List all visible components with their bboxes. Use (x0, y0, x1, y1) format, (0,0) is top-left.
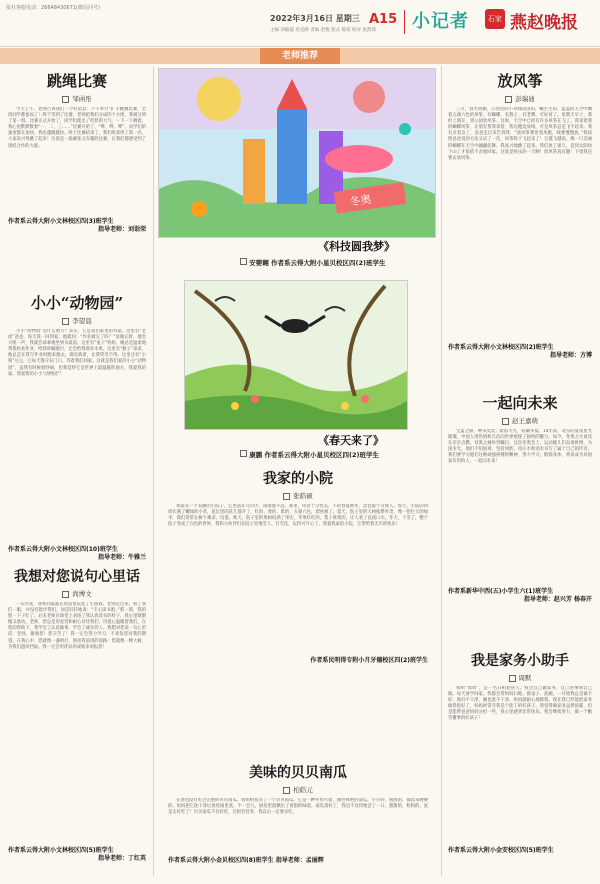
article-xinliju (8, 566, 146, 863)
section-banner (0, 48, 600, 64)
painting-banner-text: 冬奥 (348, 192, 373, 209)
article-body: 我叫“周周”，是一名日相迎居人。我会自己做家务，自己的事情自己做。每天放学回家，我都会帮妈妈扫地、擦桌子、洗碗。一开始我总是做不好，地扫不干净，碗也洗不干净，妈妈就耐心地教我。现在我已经能把家务做得很好了，妈妈经常夸我是个能干的好孩子。我觉得做家务虽然很累，但是能帮爸爸妈妈分担一些，我心里感到非常快乐。我会继续努力，做一个勤劳懂事的好孩子！ (448, 686, 592, 722)
article-footnote: 作者系云得大附小文林校区四(3)班学生 (8, 218, 114, 225)
author-square-icon (62, 591, 69, 598)
author-name: 彭瑞迪 (515, 95, 535, 103)
article-footnote (168, 857, 428, 865)
article-teacher: 指导老师：丁红英 (97, 855, 146, 862)
article-body: 在春也没有吃过完整的贝贝南瓜，妈妈给我买了一个贝贝南瓜。它是一种外形可爱、颜色鲜艳的南瓜，小小的、圆圆的，摸起来硬硬的。妈妈把它洗干净后放进锅里蒸，不一会儿，厨房里就飘出了香甜的味道。南瓜蒸好了，我迫不及待地尝了一口，甜甜的、粉粉的，真是太好吃了！贝贝南瓜不仅好吃，还很有营养，我以后一定要多吃。 (168, 798, 428, 816)
brand-title: 小记者 (412, 11, 469, 32)
page-number: A15 (369, 12, 398, 27)
issue-date: 2022年3月16日 星期三 (270, 14, 360, 23)
artist-name: 康鹏 (249, 451, 263, 459)
article-title: 跳绳比赛 (46, 72, 107, 90)
author-name: 张皓硕 (293, 492, 313, 500)
hotline-text: 报社客服电话：26648430671(微信同号) (6, 5, 100, 11)
article-title: 我想对您说句心里话 (14, 569, 140, 585)
author-name: 赵王嘉萌 (512, 417, 538, 425)
article-footnote: 作者系云得大附小文林校区四(10)班学生 (8, 546, 118, 553)
article-tiaosheng (8, 70, 146, 234)
article-title: 我是家务小助手 (471, 653, 569, 669)
painting-credit (240, 450, 379, 459)
article-fengzheng (448, 70, 592, 360)
article-body: 我家有一个美丽的小院子，它坐落在乌市区，南漫流不远。那里，风景十分优美，不论春夏秋冬，景色都十分迷人。春天，小院的四周长满了嫩绿的小草，花坛里的花儿都开了，红的、黄的、紫的，五颜六色，漂亮极了。夏天，院子里的大树枝繁叶茂，像一把巨大的绿伞，我们常常在树下乘凉、玩耍。秋天，院子里的果树结满了果实，苹果红红的，梨子黄黄的，让人看了直流口水。冬天，下雪了，整个院子变成了白色的世界，我和小伙伴们在院子里堆雪人、打雪仗，玩得可开心了。我爱我家的小院，它带给我无尽的快乐！ (168, 504, 428, 528)
article-footnote: 作者系新华中西(五)小学生六(1)班学生 (448, 588, 554, 595)
author-square-icon (505, 96, 512, 103)
painting-caption: 《春天来了》 (318, 434, 384, 447)
article-body: 宝蓝之颜，神采奕奕；紫韵天光，炫耀华夏。14年前，北京的夏夜星光璀璨，中国人用热情和自信向世界展现了独特的魅力。如今，冬奥之火再次在北京点燃，双奥之城举世瞩目。这次冬奥会上，运动健儿们奋勇拼搏，为国争光，他们不怕困难，坚持到底，用汗水和泪水书写了属于自己的传奇。我们要学习他们这种顽强拼搏的精神，努力学习，锻炼身体，将来成为对国家有用的人，一起向未来！ (448, 429, 592, 465)
article-author (168, 785, 428, 794)
article-teacher: 指导老师：牛雅兰 (97, 554, 146, 561)
article-body: 三月，春光明媚，公园里的小草绿茵茵的，嫩生生的，蓝蓝的天空中飘着五颜六色的风筝，有蝴蝶、有燕子、有老鹰，可好看了。星期天早上，我约上朋友，到公园放风筝。这时，天空中已经有许多风筝在飞了。我拿着我的蝴蝶风筝，让朋友帮我拿着，我边跑边放线，可是风筝总是飞不起来。我有点着急了，爸爸走过来告诉我：“放风筝要逆着风跑，线要慢慢放。”我按照爸爸说的方法又试了一次，风筝终于飞起来了！它越飞越高，像一只美丽的蝴蝶在天空中翩翩起舞。我高兴地跳了起来。我们放了很久，直到太阳快下山了才依依不舍地回家。这真是快乐的一天啊！放风筝真有趣！下周我还要去放风筝。 (448, 107, 592, 161)
author-name: 邹函彤 (72, 95, 92, 103)
article-author (448, 94, 592, 103)
painting-chuntian (184, 280, 408, 430)
page-header (0, 0, 600, 47)
painting-credit (240, 258, 386, 267)
article-teacher: 指导老师：赵兴芳 杨春开 (523, 596, 592, 603)
author-square-icon (509, 675, 516, 682)
author-square-icon (62, 96, 69, 103)
painting-caption: 《科技圆我梦》 (318, 240, 395, 253)
painting-keji (158, 68, 436, 238)
painting-keji-art (159, 69, 435, 237)
author-square-icon (240, 450, 247, 457)
artist-school: 作者系云得大附小星贝校区四(2)班学生 (271, 259, 386, 267)
column-divider (441, 66, 442, 876)
author-name: 周默 (518, 674, 532, 682)
article-body: 一次早读，我和同桌都在角落里玩起了小游戏。老师走过来，看了我们一眼，并没有批评我们，而是轻轻地说：“专心读书吧。”那一刻，我的脸一下子红了。后来老师在课堂上表扬了我认真读书的样子，我心里既惭愧又感动。老师，您总是用宽容和耐心对待我们，用爱心温暖着我们。在您的帮助下，我学会了认真做事，学会了诚实待人。我想对您说一句心里话：老师，谢谢您！您辛苦了！我一定会努力学习，不辜负您对我的期望。在我心中，您就像一盏明灯，照亮我前进的道路；您就像一棵大树，为我们遮风挡雨。我一定会用优异的成绩来回报您！ (8, 602, 146, 650)
footnote-teacher: 指导老师：孟丽辉 (275, 857, 324, 864)
article-title: 美味的贝贝南瓜 (249, 765, 347, 781)
article-title: 小小“动物园” (30, 294, 124, 312)
article-footnote: 作者系云得大附小金安校区四(5)班学生 (448, 847, 554, 854)
article-teacher: 指导老师：刘诣荣 (97, 226, 146, 233)
article-author (448, 416, 592, 425)
author-square-icon (283, 787, 290, 794)
author-name: 柏皓元 (293, 786, 313, 794)
author-name: 尚博文 (72, 590, 92, 598)
section-title: 老师推荐 (260, 48, 340, 64)
article-author (168, 491, 428, 500)
article-author (448, 673, 592, 682)
article-title: 我家的小院 (263, 471, 333, 487)
city-logo: 石家庄 (485, 9, 505, 29)
artist-name: 安婴翱 (249, 259, 269, 267)
article-nangua (168, 762, 428, 865)
article-footnote: 作者系云得大附小文林校区四(5)班学生 (8, 847, 114, 854)
article-xiaoyuan (168, 468, 428, 665)
author-name: 李望晨 (72, 317, 92, 325)
newspaper-name: 燕赵晚报 (510, 13, 578, 33)
article-dongwuyuan (8, 292, 146, 562)
painting-chuntian-art (185, 281, 407, 429)
article-author (8, 94, 146, 103)
article-body: 今天上午，老师告诉我们一个好消息：下午举行“扩手跳跳比赛，全班同学都参加了！终于等到了比赛，老师把我们分成四个小组，我被分到了第一组。比赛正式开始了，同学们使出了吃奶的力气，一下一下跳着，我心里默默数着“一、二、三……”比赛开始了，“哗、哗、哗”，同学们的速度都在加快，我也越跳越快。终于比赛结束了，我们组获得了第一名，大家高兴得跳了起来！这真是一场紧张又有趣的比赛，让我们都感受到了团结合作的力量。 (8, 107, 146, 149)
footnote-school: 作者系云得大附小金贝校区四(8)班学生 (168, 857, 274, 864)
article-footnote: 作者系民明得专附小月牙德校区四(2)班学生 (310, 657, 428, 664)
article-body: 小小“动物园”是什么地方？其实，它是我们家里的书桌。这里有“老虎”爸爸，每天我一回到家，他就问：“作业做完了吗？”没做完时，他会大吼一声，我就会乖乖地坐到书桌前。这里有“兔子”妈妈，她总是温柔地帮我检查作业，给我讲解题目，还会给我端来水果。这里有“猴子”弟弟，他总是在我写作业时跑来跑去，调皮捣蛋，让我哭笑不得。这里还有“小狗”豆豆，它每天都守在门口，等着我们回家。这就是我们家的小小“动物园”，虽然有时候很吵闹，但我觉得它是世界上最温暖的地方。我爱我的家，我爱我的小小“动物园”！ (8, 329, 146, 377)
artist-school: 作者系云得大附小星贝校区四(2)班学生 (264, 451, 379, 459)
author-square-icon (502, 418, 509, 425)
article-author (8, 589, 146, 598)
author-square-icon (62, 318, 69, 325)
article-teacher: 指导老师：方博 (549, 352, 592, 359)
editor-credits: 主编 刘敏霞 见史龄 责编 赵悦 版式 陈寒 校对 张凯琛 (270, 28, 376, 33)
column-divider (153, 66, 154, 876)
header-divider (404, 10, 405, 34)
article-jiawu (448, 650, 592, 855)
article-footnote: 作者系云得大附小文林校区四(2)班学生 (448, 344, 554, 351)
article-weilai (448, 392, 592, 604)
author-square-icon (283, 493, 290, 500)
author-square-icon (240, 258, 247, 265)
article-title: 一起向未来 (482, 394, 558, 412)
article-title: 放风筝 (497, 72, 543, 90)
article-author (8, 316, 146, 325)
